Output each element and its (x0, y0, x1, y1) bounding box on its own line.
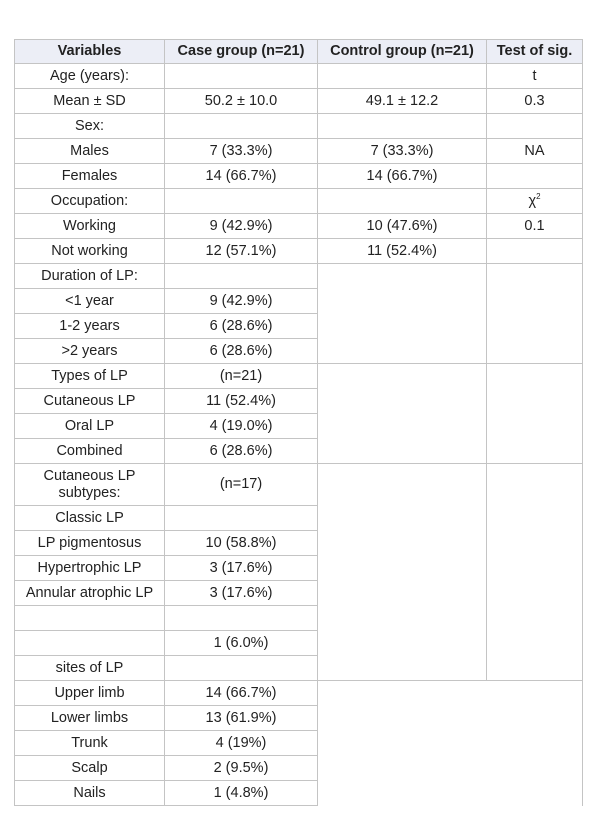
case-cell: 4 (19.0%) (165, 414, 318, 439)
header-test-of-sig: Test of sig. (487, 40, 583, 64)
control-cell (318, 364, 487, 464)
case-cell (165, 606, 318, 631)
row-label: Nails (15, 781, 165, 806)
case-cell: 4 (19%) (165, 731, 318, 756)
table-row (15, 164, 583, 189)
row-label: Mean ± SD (15, 89, 165, 114)
case-cell: 11 (52.4%) (165, 389, 318, 414)
case-cell (165, 264, 318, 289)
control-cell (318, 114, 487, 139)
table-row (15, 89, 583, 114)
test-cell (487, 114, 583, 139)
table-row (15, 239, 583, 264)
row-label: Types of LP (15, 364, 165, 389)
case-cell: 6 (28.6%) (165, 439, 318, 464)
row-label: Oral LP (15, 414, 165, 439)
row-label: Trunk (15, 731, 165, 756)
row-label: Scalp (15, 756, 165, 781)
table-row (15, 464, 583, 506)
case-cell: 6 (28.6%) (165, 339, 318, 364)
test-cell: 0.3 (487, 89, 583, 114)
results-table (14, 39, 583, 806)
control-cell: 10 (47.6%) (318, 214, 487, 239)
row-label: Upper limb (15, 681, 165, 706)
case-cell: 1 (4.8%) (165, 781, 318, 806)
case-cell: 14 (66.7%) (165, 681, 318, 706)
control-cell: 49.1 ± 12.2 (318, 89, 487, 114)
test-cell: t (487, 64, 583, 89)
row-label: >2 years (15, 339, 165, 364)
table-header-row (15, 40, 583, 64)
test-cell (487, 264, 583, 364)
test-cell (487, 164, 583, 189)
table-row (15, 681, 583, 706)
row-label (15, 606, 165, 631)
row-label: Working (15, 214, 165, 239)
case-cell: (n=21) (165, 364, 318, 389)
table-row (15, 364, 583, 389)
row-label: Combined (15, 439, 165, 464)
table-row (15, 756, 583, 781)
table-row (15, 139, 583, 164)
case-cell: 13 (61.9%) (165, 706, 318, 731)
control-cell (318, 264, 487, 364)
row-label: Males (15, 139, 165, 164)
header-case-group: Case group (n=21) (165, 40, 318, 64)
case-cell: 7 (33.3%) (165, 139, 318, 164)
row-label: sites of LP (15, 656, 165, 681)
chi-square-symbol: χ (528, 192, 537, 209)
case-cell: 10 (58.8%) (165, 531, 318, 556)
case-cell (165, 64, 318, 89)
row-label: Cutaneous LP subtypes: (15, 464, 165, 506)
case-cell: 9 (42.9%) (165, 289, 318, 314)
chi-square-exponent: 2 (536, 191, 541, 201)
table-row (15, 781, 583, 806)
case-cell: 50.2 ± 10.0 (165, 89, 318, 114)
control-cell (318, 64, 487, 89)
test-cell: 0.1 (487, 214, 583, 239)
table-row (15, 264, 583, 289)
control-cell (318, 464, 487, 681)
header-control-group: Control group (n=21) (318, 40, 487, 64)
control-cell: 14 (66.7%) (318, 164, 487, 189)
row-label (15, 631, 165, 656)
table-row (15, 706, 583, 731)
row-label: Not working (15, 239, 165, 264)
case-cell: 1 (6.0%) (165, 631, 318, 656)
row-label: Hypertrophic LP (15, 556, 165, 581)
test-cell (487, 239, 583, 264)
row-label: Annular atrophic LP (15, 581, 165, 606)
row-label: Sex: (15, 114, 165, 139)
control-cell: 11 (52.4%) (318, 239, 487, 264)
control-cell: 7 (33.3%) (318, 139, 487, 164)
table-row (15, 114, 583, 139)
case-cell: 9 (42.9%) (165, 214, 318, 239)
test-cell: NA (487, 139, 583, 164)
row-label: Age (years): (15, 64, 165, 89)
case-cell (165, 656, 318, 681)
case-cell: 3 (17.6%) (165, 581, 318, 606)
case-cell (165, 114, 318, 139)
row-label: Classic LP (15, 506, 165, 531)
row-label: 1-2 years (15, 314, 165, 339)
row-label: <1 year (15, 289, 165, 314)
row-label: LP pigmentosus (15, 531, 165, 556)
test-cell (487, 464, 583, 681)
case-cell: (n=17) (165, 464, 318, 506)
case-cell: 6 (28.6%) (165, 314, 318, 339)
header-variables: Variables (15, 40, 165, 64)
case-cell: 2 (9.5%) (165, 756, 318, 781)
control-cell (318, 189, 487, 214)
table-row (15, 214, 583, 239)
row-label: Cutaneous LP (15, 389, 165, 414)
test-cell (487, 364, 583, 464)
row-label: Duration of LP: (15, 264, 165, 289)
test-cell (487, 189, 583, 214)
table-row (15, 64, 583, 89)
case-cell: 12 (57.1%) (165, 239, 318, 264)
case-cell: 14 (66.7%) (165, 164, 318, 189)
row-label: Females (15, 164, 165, 189)
table-row (15, 731, 583, 756)
case-cell: 3 (17.6%) (165, 556, 318, 581)
case-cell (165, 189, 318, 214)
row-label: Occupation: (15, 189, 165, 214)
table-row (15, 189, 583, 214)
case-cell (165, 506, 318, 531)
row-label: Lower limbs (15, 706, 165, 731)
